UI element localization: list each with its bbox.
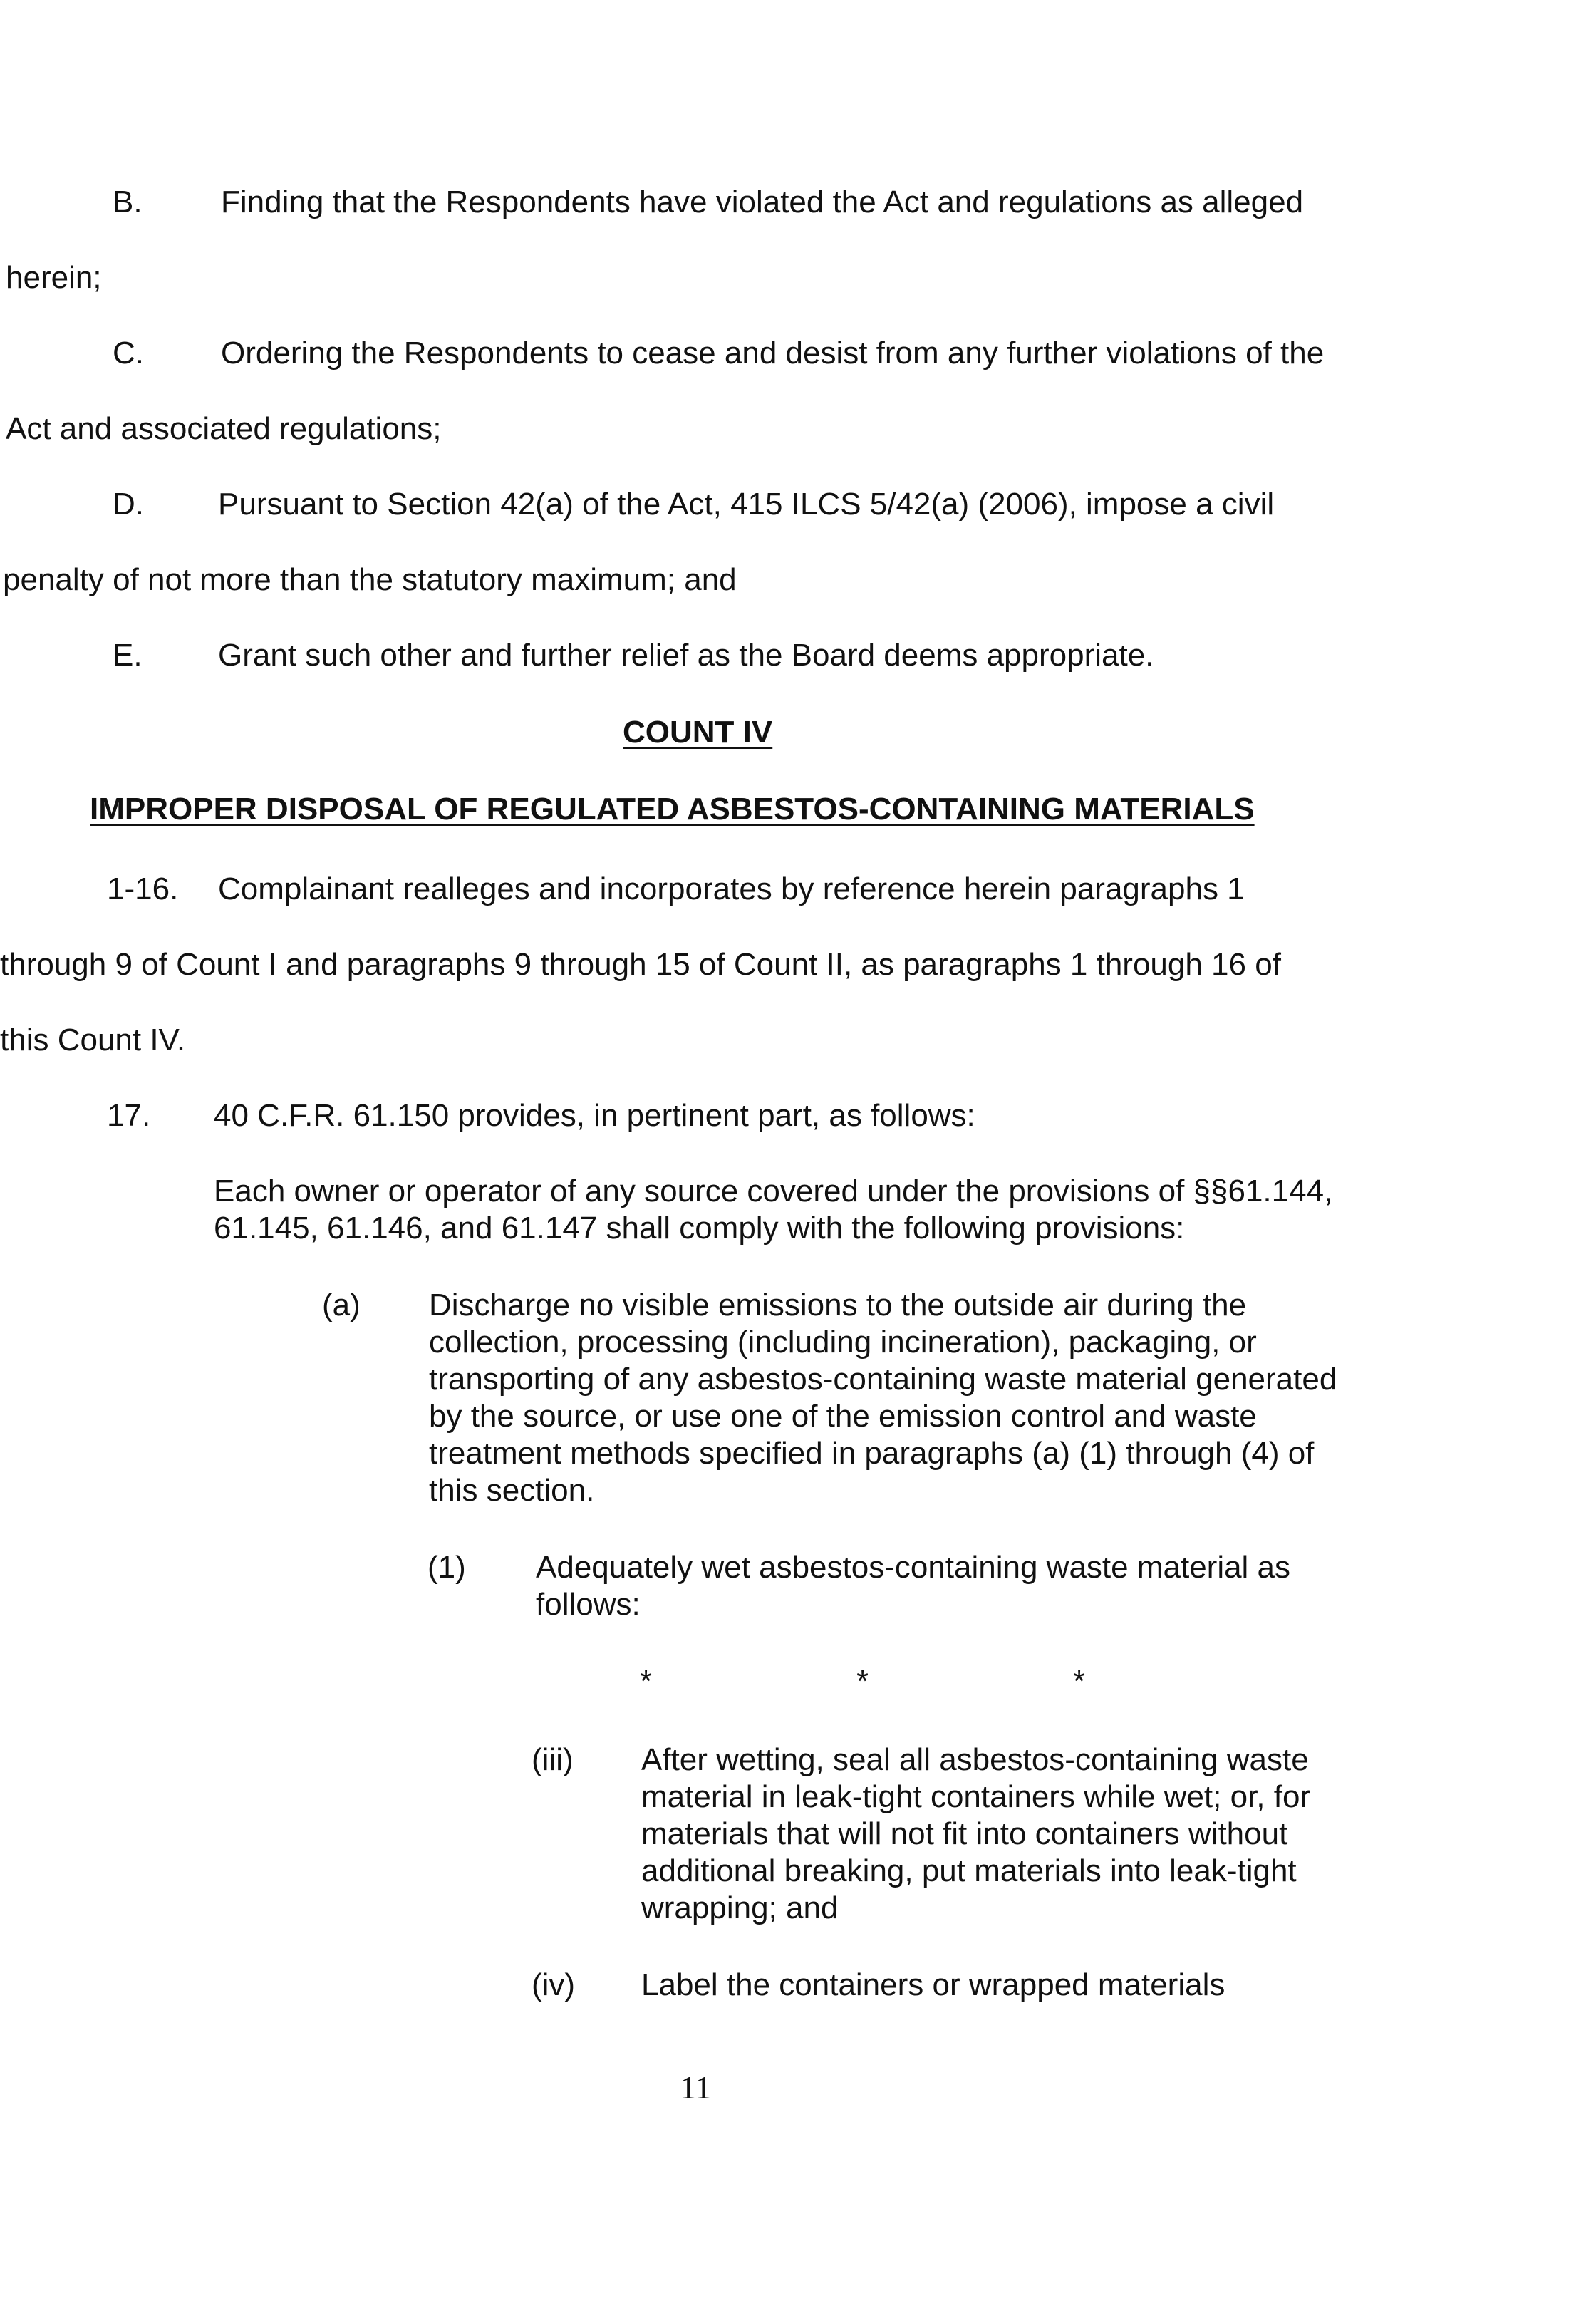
omission-asterisk: *: [856, 1664, 869, 1699]
subsection-iii-line: wrapping; and: [641, 1890, 839, 1925]
item-e-letter: E.: [113, 638, 142, 673]
subsection-1-line: Adequately wet asbestos-containing waste material as: [536, 1550, 1291, 1585]
para-17-text: 40 C.F.R. 61.150 provides, in pertinent part, as follows:: [214, 1098, 975, 1133]
item-d-text: Pursuant to Section 42(a) of the Act, 415 ILCS 5/42(a) (2006), impose a civil: [218, 487, 1275, 522]
subsection-iii-line: materials that will not fit into containers without: [641, 1816, 1288, 1851]
item-d-letter: D.: [113, 487, 144, 522]
count-title: COUNT IV: [623, 715, 773, 750]
subsection-a-line: collection, processing (including incineration), packaging, or: [429, 1325, 1257, 1360]
omission-asterisk: *: [1073, 1664, 1086, 1699]
para-1-16-number: 1-16.: [107, 871, 179, 906]
subsection-iii-label: (iii): [532, 1742, 574, 1777]
subsection-1-label: (1): [428, 1550, 466, 1585]
page-number: 11: [680, 2069, 712, 2106]
item-b-text-cont: herein;: [6, 260, 102, 295]
subsection-a-line: by the source, or use one of the emission control and waste: [429, 1399, 1257, 1434]
para-17-number: 17.: [107, 1098, 151, 1133]
item-e-text: Grant such other and further relief as the Board deems appropriate.: [218, 638, 1154, 673]
para-1-16-text: Complainant realleges and incorporates by reference herein paragraphs 1: [218, 871, 1245, 906]
subsection-a-line: transporting of any asbestos-containing waste material generated: [429, 1362, 1337, 1397]
item-c-letter: C.: [113, 336, 144, 371]
para-1-16-text-cont: through 9 of Count I and paragraphs 9 through 15 of Count II, as paragraphs 1 through 16 of: [0, 947, 1281, 982]
subsection-a-line: Discharge no visible emissions to the outside air during the: [429, 1288, 1247, 1323]
subsection-1-line: follows:: [536, 1587, 641, 1622]
subsection-a-line: treatment methods specified in paragraphs (a) (1) through (4) of: [429, 1436, 1315, 1471]
subsection-a-line: this section.: [429, 1473, 595, 1508]
quote-intro-cont: 61.145, 61.146, and 61.147 shall comply with the following provisions:: [214, 1211, 1185, 1246]
omission-asterisk: *: [640, 1664, 653, 1699]
subsection-iii-line: material in leak-tight containers while wet; or, for: [641, 1779, 1311, 1814]
item-c-text-cont: Act and associated regulations;: [6, 411, 442, 446]
count-subtitle: IMPROPER DISPOSAL OF REGULATED ASBESTOS-CONTAINING MATERIALS: [90, 792, 1255, 827]
item-c-text: Ordering the Respondents to cease and desist from any further violations of the: [221, 336, 1325, 371]
quote-intro: Each owner or operator of any source covered under the provisions of §§61.144,: [214, 1174, 1333, 1209]
para-1-16-text-end: this Count IV.: [0, 1023, 186, 1057]
subsection-iv-label: (iv): [532, 1967, 576, 2002]
subsection-iii-line: additional breaking, put materials into leak-tight: [641, 1853, 1297, 1888]
subsection-iv-line: Label the containers or wrapped materials: [641, 1967, 1226, 2002]
item-b-text: Finding that the Respondents have violated the Act and regulations as alleged: [221, 185, 1304, 219]
subsection-iii-line: After wetting, seal all asbestos-containing waste: [641, 1742, 1309, 1777]
subsection-a-label: (a): [322, 1288, 361, 1323]
item-b-letter: B.: [113, 185, 142, 219]
item-d-text-cont: penalty of not more than the statutory maximum; and: [3, 562, 737, 597]
